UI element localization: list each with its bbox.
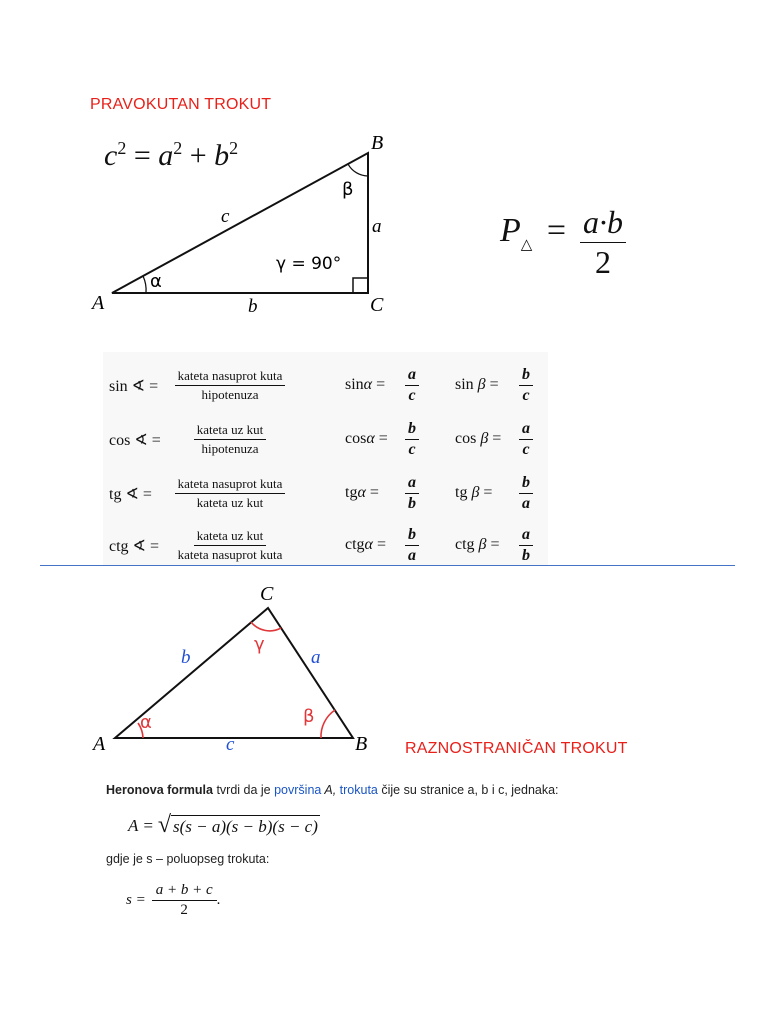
gamma-label: γ = 90° bbox=[276, 254, 342, 274]
scalene-vertex-C: C bbox=[260, 583, 274, 605]
trig-beta-den: b bbox=[522, 547, 530, 564]
scalene-vertex-A: A bbox=[93, 733, 106, 755]
trig-row-alpha bbox=[345, 430, 388, 448]
pythagoras-sup-b: 2 bbox=[229, 138, 239, 158]
s-fraction bbox=[152, 882, 217, 919]
trig-alpha-num: b bbox=[405, 420, 419, 440]
alpha-arc bbox=[143, 276, 146, 293]
vertex-A: A bbox=[92, 292, 105, 314]
right-angle-marker bbox=[353, 278, 368, 293]
trig-beta-sym: β bbox=[471, 484, 480, 501]
trig-beta-den: a bbox=[522, 495, 530, 512]
trig-alpha-num: a bbox=[405, 366, 419, 386]
trig-row-definition bbox=[171, 476, 289, 511]
trig-row-fn: ctg ∢ = bbox=[109, 538, 159, 555]
trig-row-fn: tg ∢ = bbox=[109, 486, 152, 503]
side-c-label: c bbox=[221, 206, 230, 227]
link-povrsina[interactable]: površina bbox=[274, 783, 322, 797]
trig-beta-eq: = bbox=[490, 536, 500, 553]
trig-row-alpha bbox=[345, 484, 379, 502]
heron-formula bbox=[128, 812, 320, 839]
scalene-gamma-arc bbox=[251, 622, 281, 631]
heron-sentence bbox=[106, 783, 559, 797]
trig-alpha-den: c bbox=[408, 441, 416, 458]
side-b-label: b bbox=[248, 296, 258, 317]
trig-def-num: kateta uz kut bbox=[194, 528, 266, 546]
trig-alpha-den: c bbox=[408, 387, 416, 404]
heron-text-1: tvrdi da je bbox=[212, 783, 275, 797]
trig-alpha-fraction bbox=[405, 420, 419, 459]
s-numerator: a + b + c bbox=[152, 882, 217, 901]
trig-row-definition bbox=[171, 422, 289, 457]
trig-alpha-sym: α bbox=[364, 536, 373, 553]
vertex-C: C bbox=[370, 294, 384, 316]
trig-beta-fraction bbox=[519, 526, 533, 565]
trig-alpha-eq: = bbox=[376, 536, 386, 553]
side-a-label: a bbox=[372, 216, 382, 237]
s-lhs: s = bbox=[126, 892, 146, 908]
pythagoras-b: b bbox=[214, 139, 230, 172]
trig-alpha-fn: ctg bbox=[345, 536, 365, 553]
trig-beta-fn: ctg bbox=[455, 536, 475, 553]
trig-table bbox=[103, 352, 548, 566]
trig-beta-sym: β bbox=[478, 536, 487, 553]
trig-beta-num: a bbox=[519, 420, 533, 440]
trig-beta-fn: cos bbox=[455, 430, 477, 447]
area-eq: = bbox=[546, 212, 567, 249]
trig-alpha-fn: tg bbox=[345, 484, 358, 501]
trig-alpha-num: b bbox=[405, 526, 419, 546]
trig-row-beta bbox=[455, 430, 501, 448]
trig-alpha-num: a bbox=[405, 474, 419, 494]
trig-alpha-sym: α bbox=[363, 376, 373, 393]
pythagoras-sup-c: 2 bbox=[117, 138, 127, 158]
pythagoras-a: a bbox=[158, 139, 174, 172]
trig-beta-fraction bbox=[519, 366, 533, 405]
pythagoras-plus: + bbox=[189, 139, 207, 172]
heron-text-3: čije su stranice a, b i c, jednaka: bbox=[377, 783, 559, 797]
trig-beta-sym: β bbox=[480, 430, 489, 447]
trig-def-den: kateta nasuprot kuta bbox=[177, 547, 283, 562]
trig-def-num: kateta nasuprot kuta bbox=[175, 368, 286, 386]
trig-alpha-den: b bbox=[408, 495, 416, 512]
s-end: . bbox=[216, 892, 221, 908]
trig-beta-num: a bbox=[519, 526, 533, 546]
area-P: P bbox=[500, 212, 521, 249]
semiperimeter-formula bbox=[126, 882, 220, 919]
pythagoras-eq: = bbox=[133, 139, 151, 172]
trig-alpha-sym: α bbox=[357, 484, 366, 501]
trig-row-beta bbox=[455, 536, 500, 554]
trig-beta-den: c bbox=[522, 387, 530, 404]
trig-alpha-eq: = bbox=[369, 484, 379, 501]
vertex-B: B bbox=[371, 132, 384, 154]
trig-beta-num: b bbox=[519, 366, 533, 386]
trig-alpha-fraction bbox=[405, 366, 419, 405]
scalene-beta-label: β bbox=[303, 706, 315, 727]
scalene-side-c-label: c bbox=[226, 734, 235, 755]
trig-beta-fraction bbox=[519, 420, 533, 459]
trig-row-definition bbox=[171, 528, 289, 563]
trig-beta-num: b bbox=[519, 474, 533, 494]
trig-alpha-sym: α bbox=[366, 430, 375, 447]
heron-formula-root: s(s − a)(s − b)(s − c) bbox=[172, 816, 318, 836]
area-fraction bbox=[580, 204, 626, 281]
trig-row-beta bbox=[455, 376, 499, 394]
trig-beta-fn: tg bbox=[455, 484, 468, 501]
scalene-side-a-label: a bbox=[311, 647, 321, 668]
pythagoras-sup-a: 2 bbox=[173, 138, 183, 158]
scalene-triangle-diagram bbox=[85, 578, 385, 758]
right-triangle-heading: PRAVOKUTAN TROKUT bbox=[90, 96, 272, 113]
trig-alpha-fn: cos bbox=[345, 430, 367, 447]
trig-def-den: hipotenuza bbox=[201, 387, 259, 402]
trig-row-fn: cos ∢ = bbox=[109, 432, 161, 449]
scalene-alpha-label: α bbox=[140, 712, 152, 733]
scalene-triangle-heading: RAZNOSTRANIČAN TROKUT bbox=[405, 740, 628, 757]
scalene-gamma-label: γ bbox=[254, 634, 265, 655]
pythagoras-c: c bbox=[104, 139, 118, 172]
trig-alpha-fraction bbox=[405, 474, 419, 513]
s-denominator: 2 bbox=[180, 902, 188, 918]
beta-arc bbox=[348, 164, 368, 176]
area-sub: △ bbox=[520, 236, 533, 253]
scalene-beta-arc bbox=[321, 710, 335, 738]
heron-bold: Heronova formula bbox=[106, 783, 213, 797]
area-numerator: a·b bbox=[580, 204, 626, 243]
trig-alpha-fn: sin bbox=[345, 376, 364, 393]
right-triangle-diagram bbox=[80, 125, 400, 325]
scalene-vertex-B: B bbox=[355, 733, 368, 755]
trig-beta-den: c bbox=[522, 441, 530, 458]
sqrt-symbol: √ bbox=[157, 812, 171, 838]
heron-text-2: A, bbox=[321, 783, 340, 797]
trig-def-den: hipotenuza bbox=[201, 441, 259, 456]
area-denominator: 2 bbox=[595, 244, 611, 280]
trig-beta-eq: = bbox=[492, 430, 502, 447]
trig-row-fn: sin ∢ = bbox=[109, 378, 159, 395]
scalene-side-b-label: b bbox=[181, 647, 191, 668]
trig-beta-eq: = bbox=[483, 484, 493, 501]
trig-row-alpha bbox=[345, 536, 386, 554]
trig-beta-sym: β bbox=[477, 376, 486, 393]
heron-note: gdje je s – poluopseg trokuta: bbox=[106, 852, 270, 866]
trig-def-num: kateta nasuprot kuta bbox=[175, 476, 286, 494]
trig-row-alpha bbox=[345, 376, 385, 394]
trig-alpha-eq: = bbox=[378, 430, 388, 447]
trig-alpha-eq: = bbox=[376, 376, 386, 393]
trig-beta-eq: = bbox=[489, 376, 499, 393]
alpha-label: α bbox=[150, 271, 162, 292]
trig-beta-fn: sin bbox=[455, 376, 474, 393]
section-separator bbox=[40, 565, 735, 566]
trig-def-num: kateta uz kut bbox=[194, 422, 266, 440]
trig-alpha-fraction bbox=[405, 526, 419, 565]
trig-alpha-den: a bbox=[408, 547, 416, 564]
area-formula bbox=[500, 212, 566, 254]
heron-formula-lhs: A = bbox=[128, 815, 154, 835]
trig-row-definition bbox=[171, 368, 289, 403]
trig-beta-fraction bbox=[519, 474, 533, 513]
beta-label: β bbox=[342, 179, 354, 200]
link-trokuta[interactable]: trokuta bbox=[339, 783, 378, 797]
trig-row-beta bbox=[455, 484, 492, 502]
trig-def-den: kateta uz kut bbox=[196, 495, 264, 510]
